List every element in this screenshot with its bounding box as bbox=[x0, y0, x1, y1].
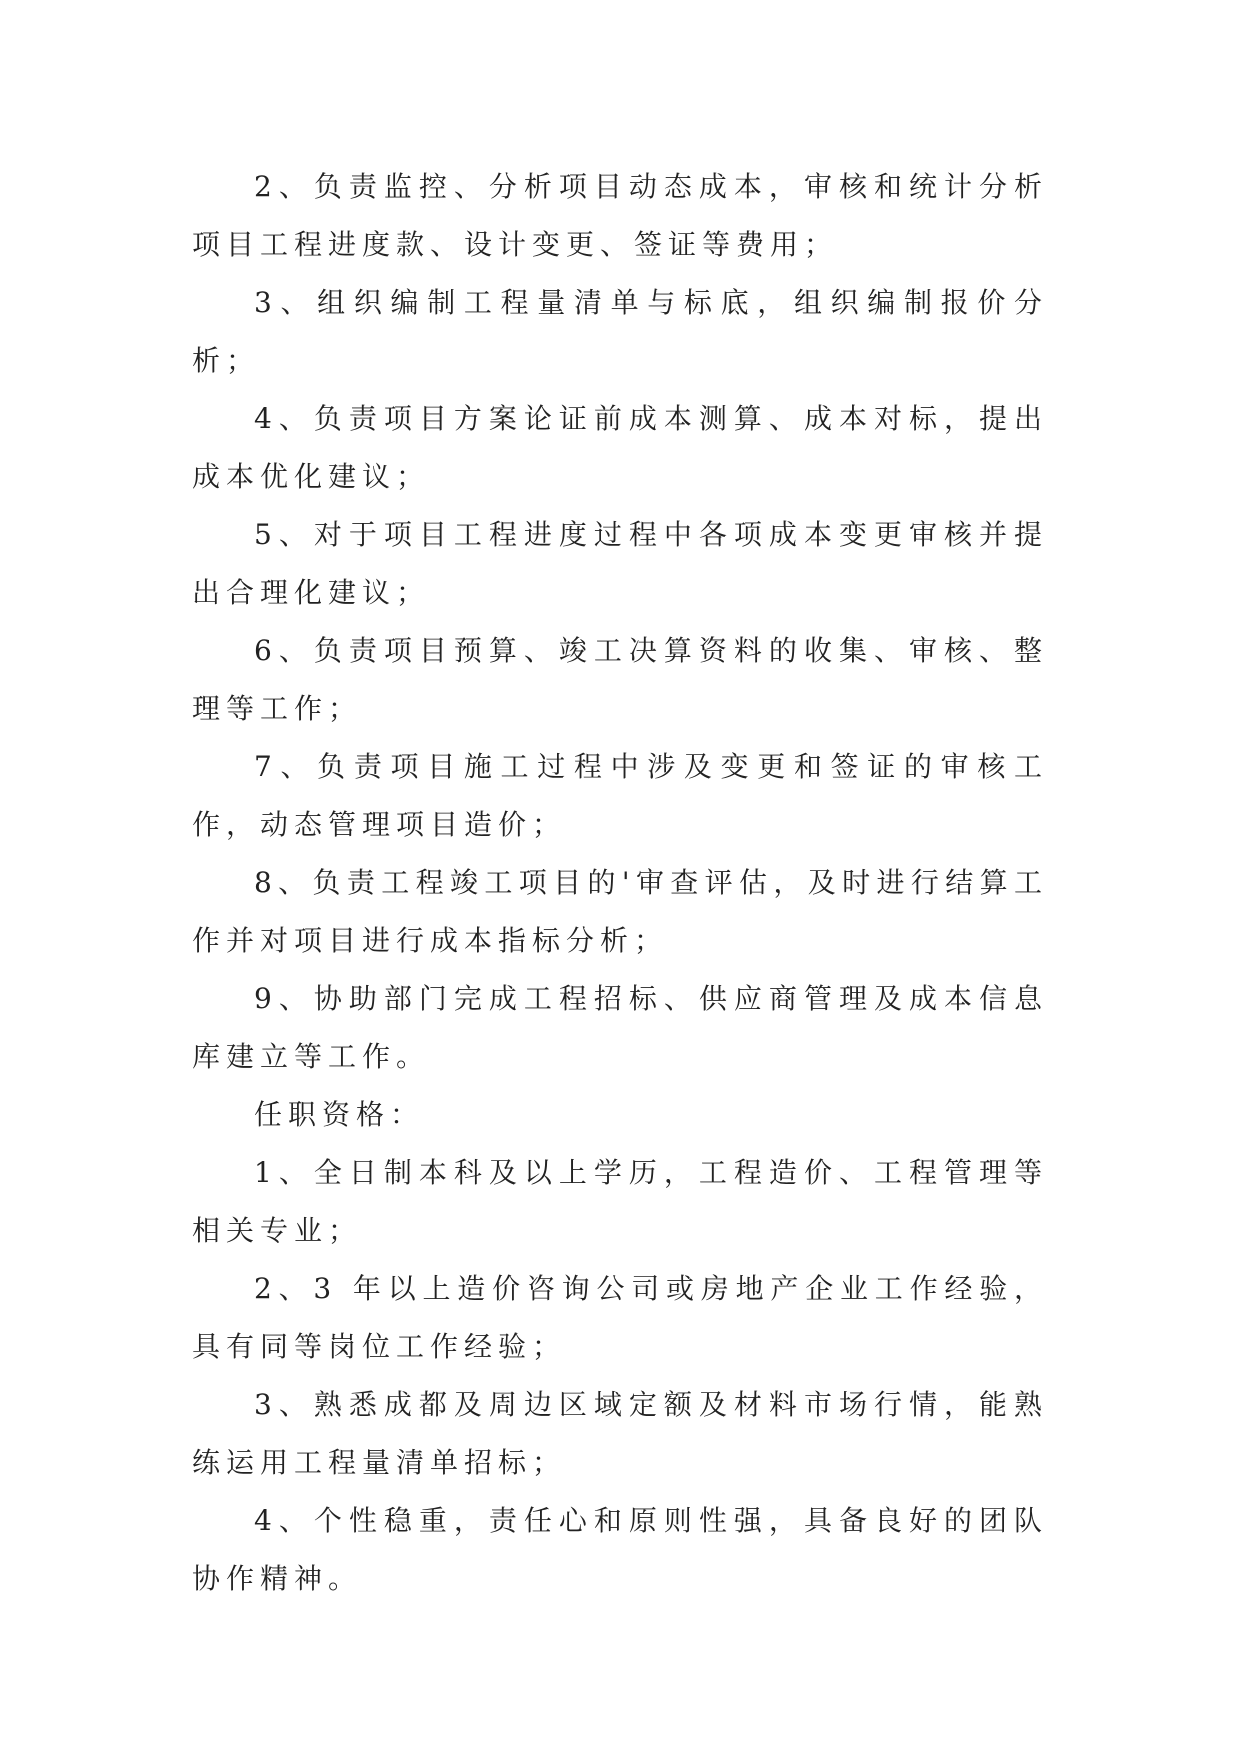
qualifications-heading: 任职资格： bbox=[254, 1098, 425, 1131]
duty-item-8: 8、负责工程竣工项目的'审查评估，及时进行结算工作并对项目进行成本指标分析； bbox=[192, 866, 1048, 957]
duty-item-5: 5、对于项目工程进度过程中各项成本变更审核并提出合理化建议； bbox=[192, 518, 1048, 609]
duty-item-2: 2、负责监控、分析项目动态成本，审核和统计分析项目工程进度款、设计变更、签证等费用； bbox=[192, 170, 1048, 261]
duty-item-4: 4、负责项目方案论证前成本测算、成本对标，提出成本优化建议； bbox=[192, 402, 1048, 493]
qualification-item-2: 2、3 年以上造价咨询公司或房地产企业工作经验，具有同等岗位工作经验； bbox=[192, 1272, 1048, 1363]
duty-item-7: 7、负责项目施工过程中涉及变更和签证的审核工作，动态管理项目造价； bbox=[192, 750, 1048, 841]
duty-item-6: 6、负责项目预算、竣工决算资料的收集、审核、整理等工作； bbox=[192, 634, 1048, 725]
duty-item-9: 9、协助部门完成工程招标、供应商管理及成本信息库建立等工作。 bbox=[192, 982, 1048, 1073]
qualification-item-1: 1、全日制本科及以上学历，工程造价、工程管理等相关专业； bbox=[192, 1156, 1048, 1247]
qualification-item-3: 3、熟悉成都及周边区域定额及材料市场行情，能熟练运用工程量清单招标； bbox=[192, 1388, 1048, 1479]
qualification-item-4: 4、个性稳重，责任心和原则性强，具备良好的团队协作精神。 bbox=[192, 1504, 1048, 1595]
document-body bbox=[192, 158, 1048, 1608]
duty-item-3: 3、组织编制工程量清单与标底，组织编制报价分析； bbox=[192, 286, 1048, 377]
